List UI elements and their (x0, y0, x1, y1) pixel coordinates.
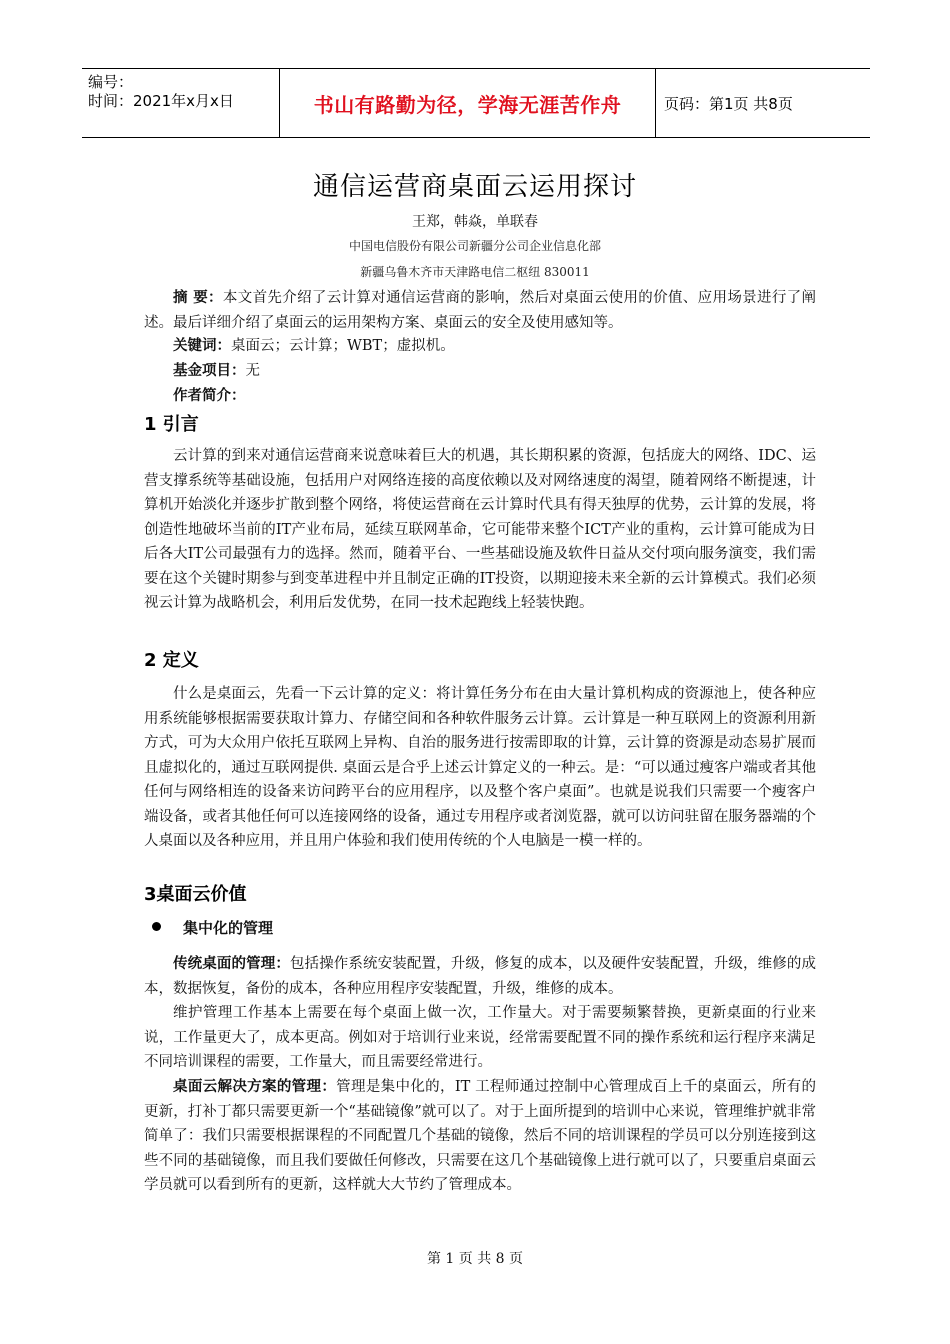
keywords-label: 关键词： (173, 338, 231, 354)
bullet-text: 集中化的管理 (183, 919, 274, 937)
section-1-heading: 1 引言 (144, 414, 199, 435)
section-2-heading: 2 定义 (144, 650, 199, 671)
header-motto: 书山有路勤为径，学海无涯苦作舟 (313, 92, 622, 117)
abstract-label: 摘 要： (173, 290, 223, 306)
date-label: 时间：2021年x月x日 (88, 92, 234, 110)
number-label: 编号： (88, 73, 134, 91)
author-bio (144, 384, 816, 409)
paper-affiliation: 中国电信股份有限公司新疆分公司企业信息化部 (348, 239, 601, 253)
abstract-text: 本文首先介绍了云计算对通信运营商的影响，然后对桌面云使用的价值、应用场景进行了阐述。最后详细介绍了桌面云的运用架构方案、桌面云的安全及使用感知等。 (144, 290, 816, 331)
keywords (144, 334, 816, 359)
section-2-paragraph: 什么是桌面云，先看一下云计算的定义：将计算任务分布在由大量计算机构成的资源池上，使各种应用系统能够根据需要获取计算力、存储空间和各种软件服务云计算。云计算是一种互联网上的资源利用新方式，可为大众用户依托互联网上异构、自治的服务进行按需即取的计算，云计算的资源是动态易扩展而且虚拟化的，通过互联网提供. 桌面云是合乎上述云计算定义的一种云。是：“可以通过瘦客户端或者其他任何与网络相连的设备来访问跨平台的应用程序，以及整个客户桌面”。也就是说我们只需要一个瘦客户端设备，或者其他任何可以连接网络的设备，通过专用程序或者浏览器，就可以访问驻留在服务器端的个人桌面以及各种应用，并且用户体验和我们使用传统的个人电脑是一模一样的。 (144, 686, 816, 849)
document-header (82, 68, 870, 138)
paper-title: 通信运营商桌面云运用探讨 (312, 172, 637, 202)
traditional-desktop-text: 包括操作系统安装配置，升级，修复的成本，以及硬件安装配置，升级，维修的成本，数据恢复，备份的成本，各种应用程序安装配置，升级，维修的成本。 (144, 956, 817, 997)
author-bio-label: 作者简介： (173, 388, 246, 404)
section-1-paragraph: 云计算的到来对通信运营商来说意味着巨大的机遇，其长期积累的资源，包括庞大的网络、IDC、运营支撑系统等基础设施，包括用户对网络连接的高度依赖以及对网络速度的渴望，随着网络不断提速，计算机开始淡化并逐步扩散到整个网络，将使运营商在云计算时代具有得天独厚的优势，云计算的发展，将创造性地破坏当前的IT产业布局，延续互联网革命，它可能带来整个ICT产业的重构，云计算可能成为日后各大IT公司最强有力的选择。然而，随着平台、一些基础设施及软件日益从交付项向服务演变，我们需要在这个关键时期参与到变革进程中并且制定正确的IT投资，以期迎接未来全新的云计算模式。我们必须视云计算为战略机会，利用后发优势，在同一技术起跑线上轻装快跑。 (144, 448, 816, 611)
cloud-desktop-label: 桌面云解决方案的管理： (173, 1079, 337, 1095)
fund (144, 359, 816, 384)
paper-authors: 王郑，韩焱，单联春 (412, 214, 538, 230)
section-3-heading: 3桌面云价值 (144, 884, 247, 905)
fund-text: 无 (245, 363, 260, 379)
header-divider (655, 69, 656, 137)
section-3-paragraph-3 (144, 1075, 816, 1198)
header-page-info: 页码：第1页 共8页 (664, 94, 793, 113)
traditional-desktop-label: 传统桌面的管理： (173, 956, 290, 972)
fund-label: 基金项目： (173, 363, 246, 379)
section-3-paragraph-1 (144, 952, 816, 1001)
paper-address: 新疆乌鲁木齐市天津路电信二枢纽 830011 (360, 265, 590, 279)
abstract (144, 286, 816, 335)
bullet-item (152, 917, 273, 938)
bullet-dot-icon (152, 922, 161, 931)
header-meta (88, 73, 234, 111)
page-footer: 第 1 页 共 8 页 (426, 1251, 524, 1267)
keywords-text: 桌面云；云计算；WBT；虚拟机。 (231, 338, 455, 354)
cloud-desktop-text: 管理是集中化的，IT 工程师通过控制中心管理成百上千的桌面云，所有的更新，打补丁都只需要更新一个“基础镜像”就可以了。对于上面所提到的培训中心来说，管理维护就非常简单了：我们只需要根据课程的不同配置几个基础的镜像，然后不同的培训课程的学员可以分别连接到这些不同的基础镜像，而且我们要做任何修改，只需要在这几个基础镜像上进行就可以了，只要重启桌面云学员就可以看到所有的更新，这样就大大节约了管理成本。 (144, 1079, 816, 1193)
section-3-paragraph-2: 维护管理工作基本上需要在每个桌面上做一次，工作量大。对于需要频繁替换，更新桌面的行业来说，工作量更大了，成本更高。例如对于培训行业来说，经常需要配置不同的操作系统和运行程序来满足不同培训课程的需要，工作量大，而且需要经常进行。 (144, 1005, 816, 1070)
